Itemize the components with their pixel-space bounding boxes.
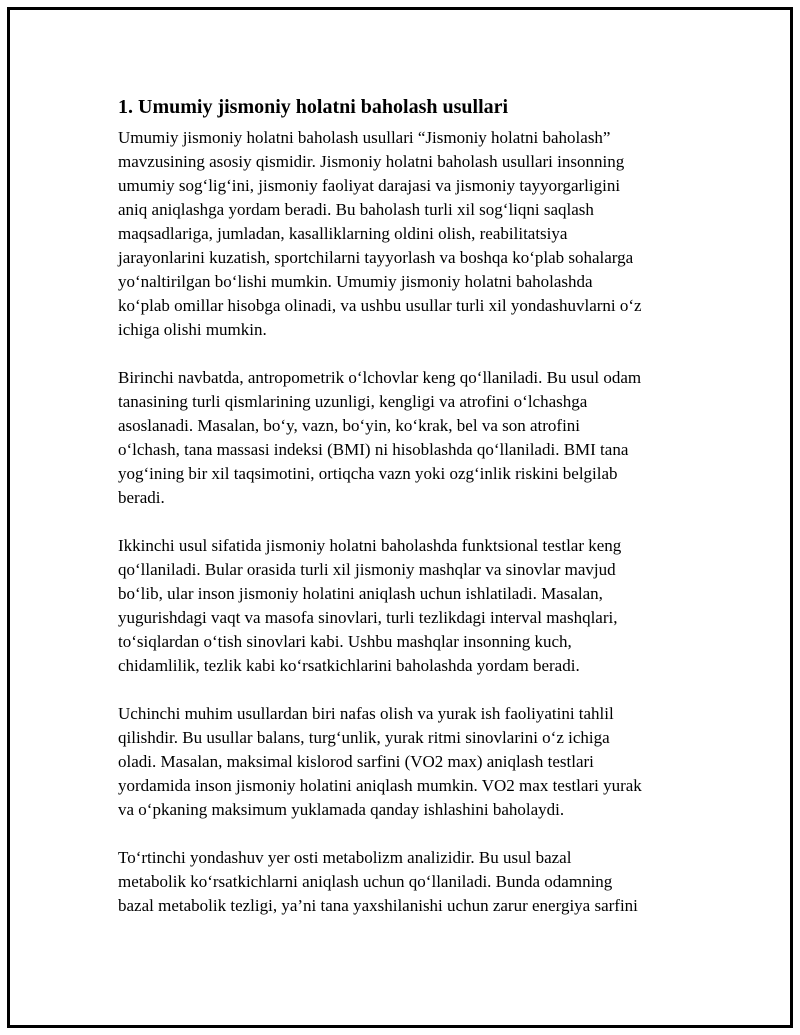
text-line: To‘rtinchi yondashuv yer osti metabolizm analizidir. Bu usul bazal	[118, 848, 572, 867]
text-line: Uchinchi muhim usullardan biri nafas olish va yurak ish faoliyatini tahlil	[118, 704, 614, 723]
text-line: yog‘ining bir xil taqsimotini, ortiqcha vazn yoki ozg‘inlik riskini belgilab	[118, 464, 618, 483]
paragraph	[118, 126, 690, 342]
text-line: Ikkinchi usul sifatida jismoniy holatni baholashda funktsional testlar keng	[118, 536, 622, 555]
paragraph	[118, 534, 690, 678]
text-line: yugurishdagi vaqt va masofa sinovlari, turli tezlikdagi interval mashqlari,	[118, 608, 618, 627]
paragraph	[118, 702, 690, 822]
paragraph	[118, 366, 690, 510]
text-line: chidamlilik, tezlik kabi ko‘rsatkichlarini baholashda yordam beradi.	[118, 656, 580, 675]
text-line: metabolik ko‘rsatkichlarni aniqlash uchun qo‘llaniladi. Bunda odamning	[118, 872, 613, 891]
text-line: yo‘naltirilgan bo‘lishi mumkin. Umumiy jismoniy holatni baholashda	[118, 272, 593, 291]
text-line: qo‘llaniladi. Bular orasida turli xil jismoniy mashqlar va sinovlar mavjud	[118, 560, 616, 579]
text-line: aniq aniqlashga yordam beradi. Bu baholash turli xil sog‘liqni saqlash	[118, 200, 594, 219]
text-line: oladi. Masalan, maksimal kislorod sarfini (VO2 max) aniqlash testlari	[118, 752, 594, 771]
text-line: ko‘plab omillar hisobga olinadi, va ushbu usullar turli xil yondashuvlarni o‘z	[118, 296, 642, 315]
text-line: Birinchi navbatda, antropometrik o‘lchovlar keng qo‘llaniladi. Bu usul odam	[118, 368, 642, 387]
text-line: to‘siqlardan o‘tish sinovlari kabi. Ushbu mashqlar insonning kuch,	[118, 632, 572, 651]
text-line: jarayonlarini kuzatish, sportchilarni tayyorlash va boshqa ko‘plab sohalarga	[118, 248, 634, 267]
text-line: asoslanadi. Masalan, bo‘y, vazn, bo‘yin, ko‘krak, bel va son atrofini	[118, 416, 581, 435]
document-body	[118, 94, 690, 942]
paragraph	[118, 846, 690, 918]
text-line: bazal metabolik tezligi, ya’ni tana yaxshilanishi uchun zarur energiya sarfini	[118, 896, 638, 915]
text-line: bo‘lib, ular inson jismoniy holatini aniqlash uchun ishlatiladi. Masalan,	[118, 584, 603, 603]
text-line: tanasining turli qismlarining uzunligi, kengligi va atrofini o‘lchashga	[118, 392, 588, 411]
text-line: o‘lchash, tana massasi indeksi (BMI) ni hisoblashda qo‘llaniladi. BMI tana	[118, 440, 629, 459]
text-line: mavzusining asosiy qismidir. Jismoniy holatni baholash usullari insonning	[118, 152, 625, 171]
text-line: Umumiy jismoniy holatni baholash usullari “Jismoniy holatni baholash”	[118, 128, 611, 147]
text-line: ichiga olishi mumkin.	[118, 320, 267, 339]
text-line: yordamida inson jismoniy holatini aniqlash mumkin. VO2 max testlari yurak	[118, 776, 642, 795]
text-line: beradi.	[118, 488, 165, 507]
text-line: umumiy sog‘lig‘ini, jismoniy faoliyat darajasi va jismoniy tayyorgarligini	[118, 176, 621, 195]
text-line: qilishdir. Bu usullar balans, turg‘unlik, yurak ritmi sinovlarini o‘z ichiga	[118, 728, 610, 747]
text-line: va o‘pkaning maksimum yuklamada qanday ishlashini baholaydi.	[118, 800, 565, 819]
section-heading: 1. Umumiy jismoniy holatni baholash usullari	[118, 96, 509, 118]
text-line: maqsadlariga, jumladan, kasalliklarning oldini olish, reabilitatsiya	[118, 224, 568, 243]
